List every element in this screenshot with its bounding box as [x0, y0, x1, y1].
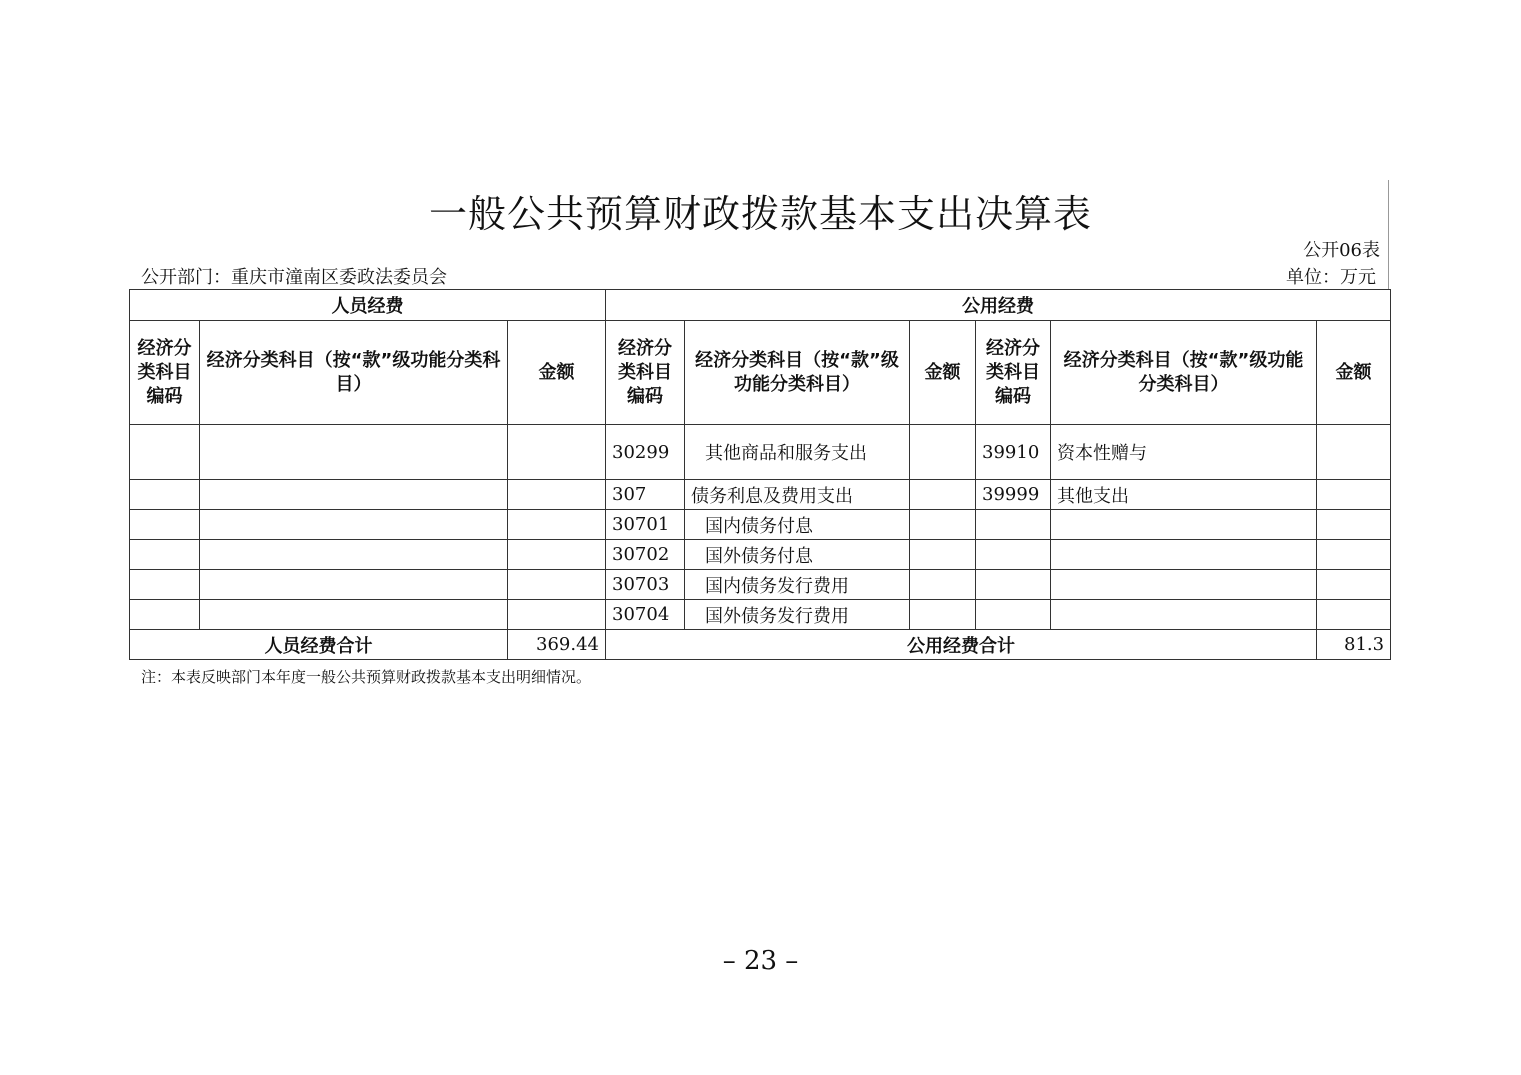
cell-name-personnel — [200, 540, 508, 570]
header-code-personnel: 经济分类科目编码 — [130, 321, 200, 425]
department-label: 公开部门：重庆市潼南区委政法委员会 — [141, 267, 447, 288]
cell-name-public-1: 国外债务发行费用 — [685, 600, 910, 630]
cell-amount-public-2 — [1317, 600, 1391, 630]
header-name-public-1: 经济分类科目（按“款”级功能分类科目） — [685, 321, 910, 425]
cell-name-personnel — [200, 510, 508, 540]
table-row — [130, 510, 1391, 540]
table-row — [130, 600, 1391, 630]
cell-name-public-2: 资本性赠与 — [1051, 425, 1317, 480]
cell-amount-public-2 — [1317, 540, 1391, 570]
group-personnel: 人员经费 — [130, 290, 606, 321]
cell-code-public-2 — [976, 570, 1051, 600]
cell-code-personnel — [130, 480, 200, 510]
cell-amount-public-2 — [1317, 510, 1391, 540]
cell-amount-public-2 — [1317, 570, 1391, 600]
cell-amount-public-1 — [910, 510, 976, 540]
cell-amount-public-1 — [910, 425, 976, 480]
cell-amount-public-2 — [1317, 480, 1391, 510]
cell-name-public-2 — [1051, 570, 1317, 600]
cell-amount-personnel — [508, 480, 606, 510]
cell-code-public-1: 30299 — [606, 425, 685, 480]
cell-name-public-1: 国外债务付息 — [685, 540, 910, 570]
cell-code-public-1: 30702 — [606, 540, 685, 570]
cell-name-public-2 — [1051, 540, 1317, 570]
cell-amount-personnel — [508, 510, 606, 540]
cell-code-public-1: 30704 — [606, 600, 685, 630]
table-row — [130, 570, 1391, 600]
header-name-public-2: 经济分类科目（按“款”级功能分类科目） — [1051, 321, 1317, 425]
table-note: 注：本表反映部门本年度一般公共预算财政拨款基本支出明细情况。 — [141, 668, 592, 686]
cell-name-public-2 — [1051, 510, 1317, 540]
cell-name-public-1: 国内债务发行费用 — [685, 570, 910, 600]
cell-code-public-2 — [976, 510, 1051, 540]
public-total-label: 公用经费合计 — [606, 630, 1317, 660]
cell-name-public-1: 其他商品和服务支出 — [685, 425, 910, 480]
table-row — [130, 425, 1391, 480]
unit-label: 单位：万元 — [1286, 267, 1376, 288]
cell-code-public-2: 39910 — [976, 425, 1051, 480]
cell-amount-public-1 — [910, 540, 976, 570]
cell-amount-public-1 — [910, 480, 976, 510]
cell-name-personnel — [200, 600, 508, 630]
cell-name-personnel — [200, 425, 508, 480]
header-amount-personnel: 金额 — [508, 321, 606, 425]
cell-code-public-2 — [976, 600, 1051, 630]
cell-amount-public-1 — [910, 570, 976, 600]
header-name-personnel: 经济分类科目（按“款”级功能分类科目） — [200, 321, 508, 425]
cell-name-public-2 — [1051, 600, 1317, 630]
cell-code-public-1: 307 — [606, 480, 685, 510]
public-total-amount: 81.3 — [1317, 630, 1391, 660]
cell-code-personnel — [130, 510, 200, 540]
cell-name-personnel — [200, 480, 508, 510]
table-row — [130, 480, 1391, 510]
cell-amount-personnel — [508, 425, 606, 480]
table-number: 公开06表 — [1303, 240, 1380, 261]
cell-code-public-2 — [976, 540, 1051, 570]
cell-code-personnel — [130, 540, 200, 570]
cell-name-public-2: 其他支出 — [1051, 480, 1317, 510]
cell-code-personnel — [130, 425, 200, 480]
cell-name-public-1: 国内债务付息 — [685, 510, 910, 540]
cell-name-public-1: 债务利息及费用支出 — [685, 480, 910, 510]
cell-amount-personnel — [508, 600, 606, 630]
page-title: 一般公共预算财政拨款基本支出决算表 — [428, 192, 1092, 236]
header-amount-public-1: 金额 — [910, 321, 976, 425]
personnel-total-amount: 369.44 — [508, 630, 606, 660]
cell-amount-public-2 — [1317, 425, 1391, 480]
cell-code-public-1: 30701 — [606, 510, 685, 540]
cell-amount-public-1 — [910, 600, 976, 630]
group-public: 公用经费 — [606, 290, 1391, 321]
expenditure-table — [129, 289, 1391, 660]
header-amount-public-2: 金额 — [1317, 321, 1391, 425]
cell-code-public-2: 39999 — [976, 480, 1051, 510]
cell-code-public-1: 30703 — [606, 570, 685, 600]
page-number: – 23 – — [722, 946, 799, 976]
cell-name-personnel — [200, 570, 508, 600]
cell-code-personnel — [130, 600, 200, 630]
cell-amount-personnel — [508, 540, 606, 570]
cell-code-personnel — [130, 570, 200, 600]
header-code-public-1: 经济分类科目编码 — [606, 321, 685, 425]
totals-row — [130, 630, 1391, 660]
header-code-public-2: 经济分类科目编码 — [976, 321, 1051, 425]
personnel-total-label: 人员经费合计 — [130, 630, 508, 660]
group-header-row — [130, 290, 1391, 321]
cell-amount-personnel — [508, 570, 606, 600]
table-row — [130, 540, 1391, 570]
column-header-row — [130, 321, 1391, 425]
